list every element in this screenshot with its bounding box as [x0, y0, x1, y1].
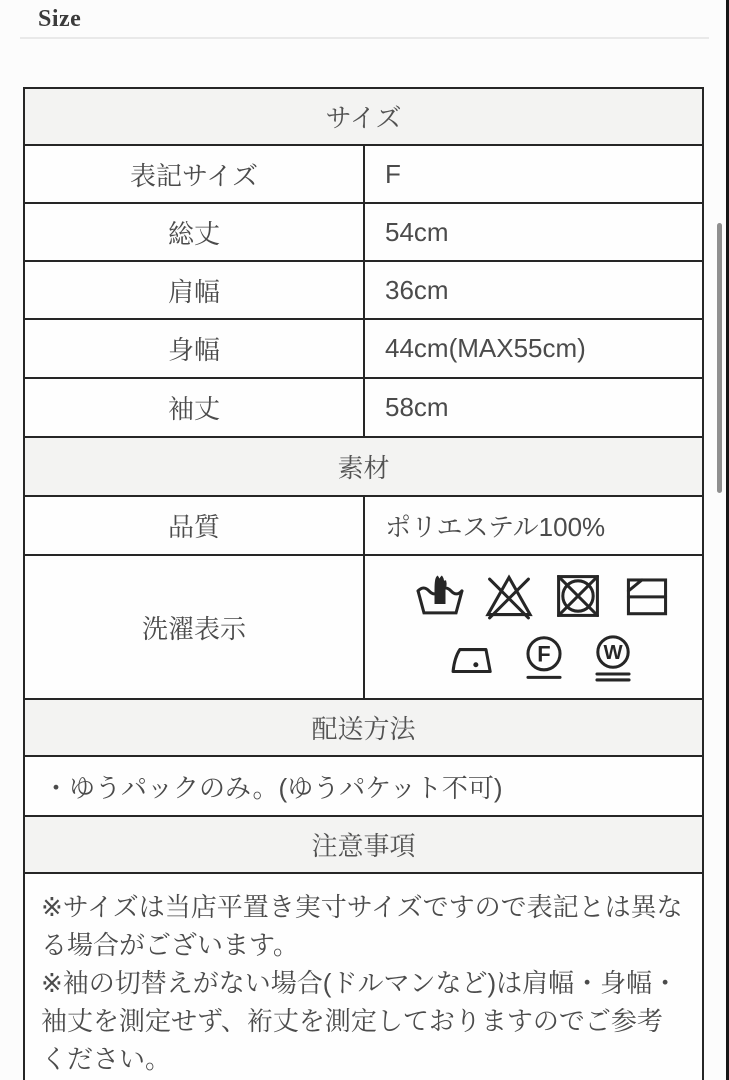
table-row-shoulder-width — [25, 262, 702, 320]
row-label: 身幅 — [25, 320, 365, 377]
iron-low-icon — [448, 631, 502, 685]
row-label: 肩幅 — [25, 262, 365, 318]
row-value: 54cm — [385, 216, 449, 247]
svg-text:W: W — [602, 641, 623, 664]
title-divider — [20, 37, 709, 39]
flat-dry-in-shade-icon — [620, 569, 674, 623]
wet-clean-w-icon — [586, 631, 640, 685]
care-symbols-cell — [365, 556, 702, 698]
table-row-total-length — [25, 204, 702, 262]
care-symbols-line-2 — [448, 631, 640, 685]
table-row-quality — [25, 497, 702, 556]
section-header-size — [25, 89, 702, 146]
dry-clean-f-icon — [517, 631, 571, 685]
row-value: 44cm(MAX55cm) — [385, 333, 586, 363]
table-row-body-width — [25, 320, 702, 379]
section-header-material — [25, 438, 702, 497]
table-row-notation-size — [25, 146, 702, 204]
size-spec-table — [23, 87, 704, 1080]
section-header-shipping — [25, 700, 702, 757]
note-line: ※サイズは当店平置き実寸サイズですので表記とは異なる場合がございます。 — [41, 892, 683, 960]
row-label: 品質 — [25, 497, 365, 554]
do-not-bleach-icon — [482, 569, 536, 623]
section-header-material-label: 素材 — [337, 453, 390, 483]
hand-wash-icon — [413, 569, 467, 623]
section-header-shipping-label: 配送方法 — [311, 714, 416, 744]
row-label: 袖丈 — [25, 379, 365, 436]
table-row-sleeve-length — [25, 379, 702, 438]
note-line: ※袖の切替えがない場合(ドルマンなど)は肩幅・身幅・袖丈を測定せず、裄丈を測定しておりますのでご参考ください。 — [41, 968, 679, 1074]
notes-text-block — [25, 874, 702, 1080]
table-row-care-symbols — [25, 556, 702, 700]
row-label: 洗濯表示 — [25, 556, 365, 698]
care-symbols-line-1 — [413, 569, 674, 623]
vertical-scrollbar-thumb[interactable] — [717, 223, 722, 493]
row-value: ポリエステル100% — [385, 512, 606, 542]
section-header-notes — [25, 817, 702, 874]
row-value: F — [385, 158, 401, 189]
shipping-method-text: ・ゆうパックのみ。(ゆうパケット不可) — [25, 757, 702, 817]
page-title: Size — [38, 6, 82, 32]
row-label: 総丈 — [25, 204, 365, 260]
do-not-tumble-dry-icon — [551, 569, 605, 623]
row-value: 36cm — [385, 274, 449, 305]
row-value: 58cm — [385, 392, 449, 422]
section-header-size-label: サイズ — [325, 103, 402, 133]
svg-text:F: F — [536, 641, 551, 667]
row-label: 表記サイズ — [25, 146, 365, 202]
section-header-notes-label: 注意事項 — [311, 831, 416, 861]
